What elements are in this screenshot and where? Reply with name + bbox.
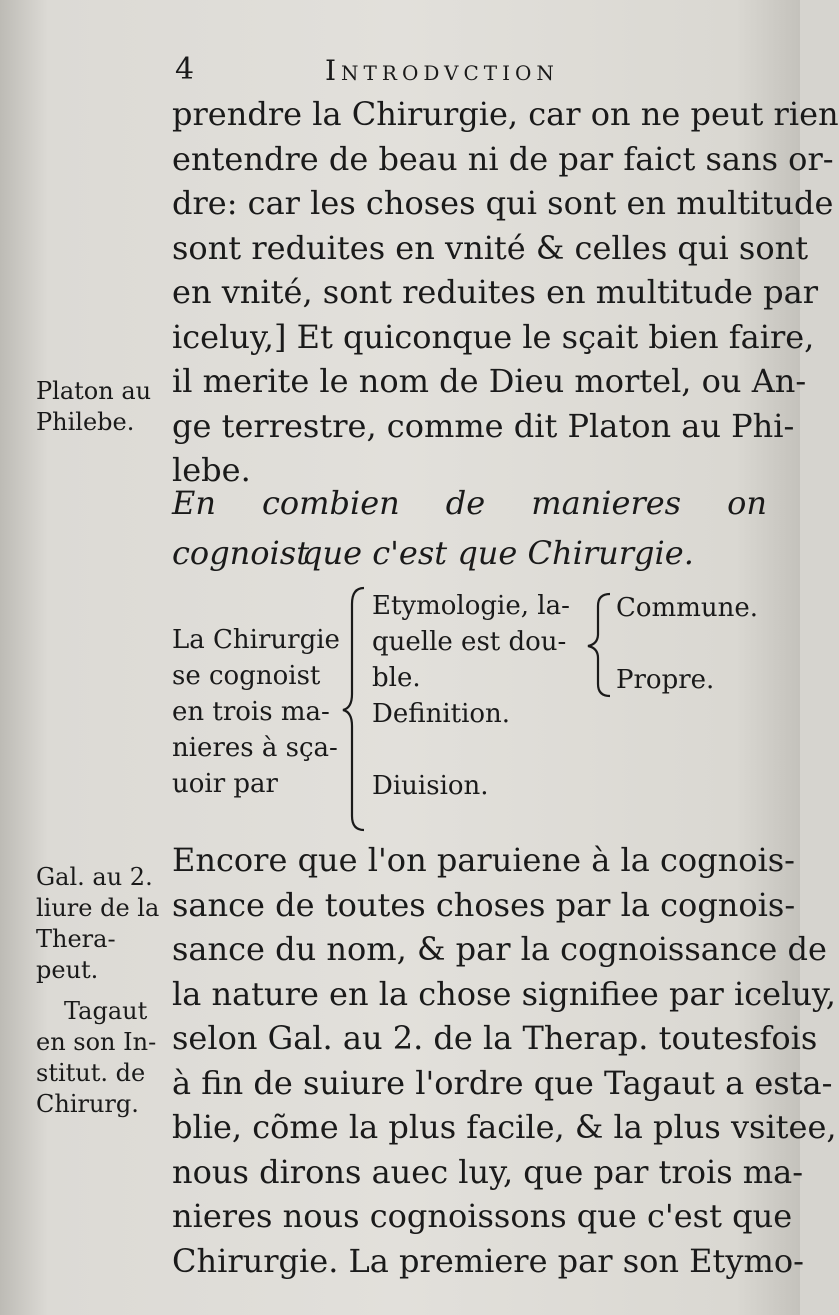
- table-middle-line: ble.: [372, 663, 421, 693]
- text-line: blie, cõme la plus facile, & la plus vsitee,: [172, 1108, 837, 1146]
- margin-note-line: en son In-: [36, 1028, 157, 1056]
- text-line: Encore que l'on paruiene à la cognois-: [172, 841, 795, 879]
- text-line: prendre la Chirurgie, car on ne peut rien: [172, 95, 839, 133]
- table-middle-column: [372, 588, 570, 804]
- text-line: Chirurgie. La premiere par son Etymo-: [172, 1241, 804, 1280]
- text-line: sont reduites en vnité & celles qui sont: [172, 228, 809, 267]
- page-header: [175, 50, 775, 90]
- text-line: lebe.: [172, 451, 251, 489]
- right-curly-brace: [584, 590, 614, 700]
- table-left-line: se cognoist: [172, 661, 321, 691]
- table-right-line: Commune.: [616, 593, 758, 623]
- section-heading: [172, 478, 767, 578]
- margin-note-platon: [36, 376, 151, 438]
- margin-note-tagaut: [36, 996, 156, 1120]
- text-line: nous dirons auec luy, que par trois ma-: [172, 1152, 804, 1191]
- margin-note-line: Philebe.: [36, 408, 135, 436]
- text-line: dre: car les choses qui sont en multitude: [172, 184, 834, 222]
- left-curly-brace: [340, 584, 370, 834]
- section-heading-line2: que c'est que Chirurgie.: [302, 534, 694, 572]
- text-line: nieres nous cognoissons que c'est que: [172, 1197, 793, 1235]
- margin-note-galen: [36, 862, 159, 986]
- text-line: iceluy,] Et quiconque le sçait bien faire,: [172, 317, 815, 356]
- table-middle-line: [372, 732, 570, 768]
- margin-note-line: Gal. au 2.: [36, 863, 153, 891]
- table-middle-line: quelle est dou-: [372, 627, 567, 657]
- body-text-bottom: [172, 838, 837, 1283]
- table-right-line: Propre.: [616, 665, 715, 695]
- table-middle-line: Definition.: [372, 699, 511, 729]
- margin-note-line: liure de la: [36, 894, 160, 922]
- text-line: selon Gal. au 2. de la Therap. toutesfois: [172, 1019, 818, 1057]
- margin-note-line: Tagaut: [64, 997, 148, 1025]
- table-left-column: [172, 622, 340, 802]
- body-text-top: [172, 92, 839, 493]
- table-right-column: [616, 590, 758, 698]
- text-line: ge terrestre, comme dit Platon au Phi-: [172, 406, 795, 445]
- margin-note-line: Thera-: [36, 925, 116, 953]
- margin-note-line: stitut. de: [36, 1059, 146, 1087]
- margin-note-line: peut.: [36, 956, 99, 984]
- text-line: entendre de beau ni de par faict sans or-: [172, 139, 834, 178]
- table-middle-line: Diuision.: [372, 771, 489, 801]
- page-number: 4: [175, 52, 195, 87]
- table-left-line: en trois ma-: [172, 697, 330, 727]
- table-right-line: [616, 626, 758, 662]
- text-line: à fin de suiure l'ordre que Tagaut a esta-: [172, 1063, 833, 1102]
- text-line: la nature en la chose signifiee par iceluy,: [172, 974, 836, 1013]
- text-line: il merite le nom de Dieu mortel, ou An-: [172, 362, 807, 400]
- running-head: Introdvction: [325, 54, 559, 87]
- table-left-line: uoir par: [172, 769, 278, 799]
- text-line: sance du nom, & par la cognoissance de: [172, 930, 827, 968]
- table-left-line: La Chirurgie: [172, 625, 340, 655]
- table-middle-line: Etymologie, la-: [372, 591, 570, 621]
- section-heading-line1: En combien de manieres on cognoist: [172, 484, 767, 572]
- text-line: sance de toutes choses par la cognois-: [172, 885, 796, 924]
- margin-note-line: Chirurg.: [36, 1090, 139, 1118]
- table-left-line: nieres à sça-: [172, 733, 338, 763]
- text-line: en vnité, sont reduites en multitude par: [172, 273, 818, 311]
- margin-note-line: Platon au: [36, 377, 152, 405]
